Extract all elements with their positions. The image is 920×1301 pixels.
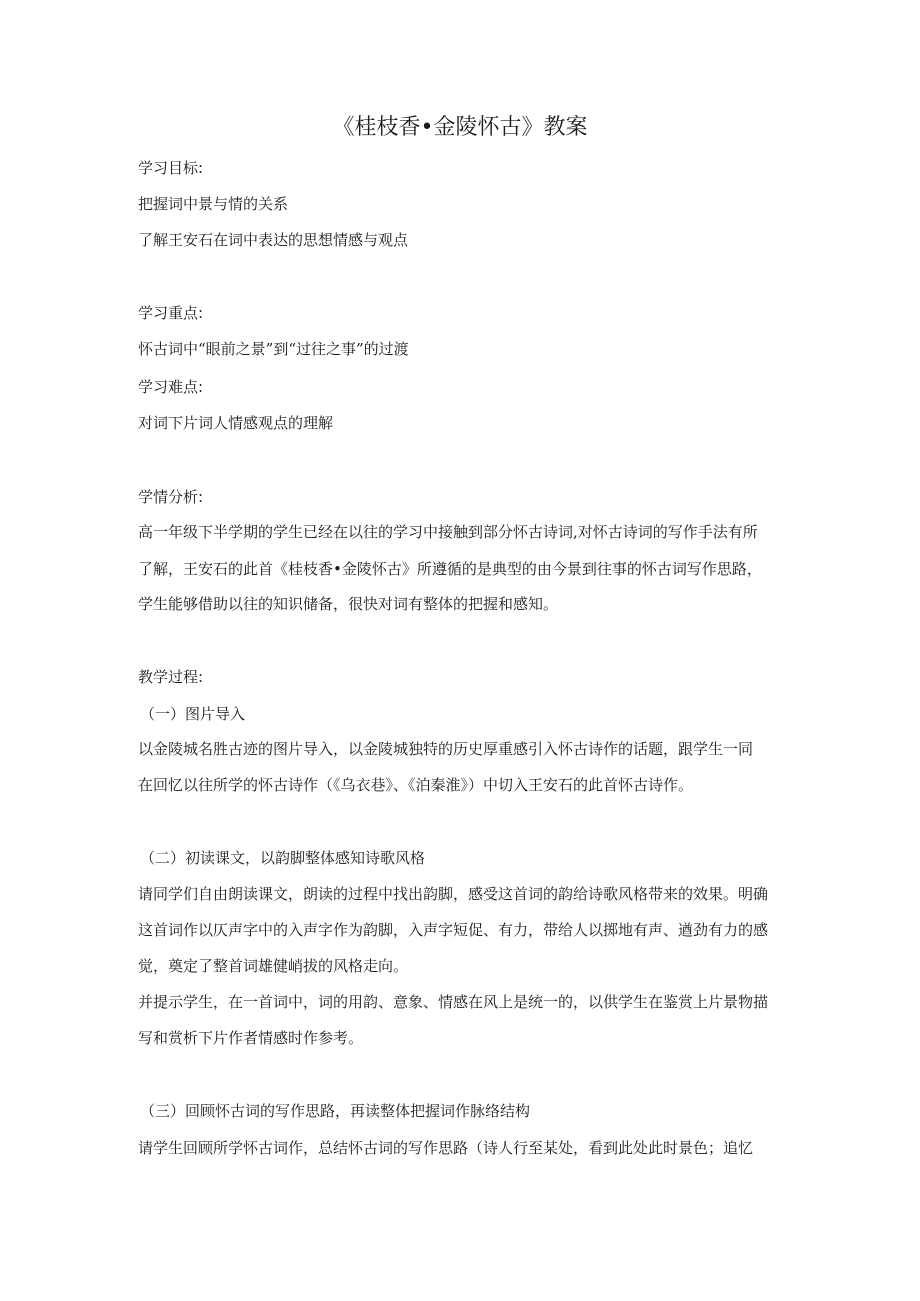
objective-item: 把握词中景与情的关系	[138, 195, 289, 213]
section-1-line: 在回忆以往所学的怀古诗作（《乌衣巷》、《泊秦淮》）中切入王安石的此首怀古诗作。	[138, 776, 694, 794]
analysis-line: 了解，王安石的此首《桂枝香•金陵怀古》所遵循的是典型的由今景到往事的怀古词写作思路，	[138, 560, 762, 578]
section-3-line: 请学生回顾所学怀古词作，总结怀古词的写作思路（诗人行至某处，看到此处此时景色；追忆	[138, 1139, 754, 1157]
section-2-line: 这首词作以仄声字中的入声字作为韵脚，入声字短促、有力，带给人以掷地有声、遒劲有力的感	[138, 921, 769, 939]
section-2-line: 请同学们自由朗读课文，朗读的过程中找出韵脚，感受这首词的韵给诗歌风格带来的效果。明确	[138, 885, 769, 903]
section-2-line: 并提示学生，在一首词中，词的用韵、意象、情感在风上是统一的，以供学生在鉴赏上片景物描	[138, 993, 769, 1011]
analysis-line: 高一年级下半学期的学生已经在以往的学习中接触到部分怀古诗词,对怀古诗词的写作手法有所	[138, 523, 758, 541]
section-1-line: 以金陵城名胜古迹的图片导入，以金陵城独特的历史厚重感引入怀古诗作的话题，跟学生一同	[138, 740, 754, 758]
analysis-heading: 学情分析:	[138, 488, 204, 506]
key-point-text: 怀古词中“眼前之景”到“过往之事”的过渡	[138, 340, 409, 358]
section-heading-1: （一）图片导入	[140, 705, 246, 723]
objectives-heading: 学习目标:	[138, 159, 204, 177]
section-heading-2: （二）初读课文，以韵脚整体感知诗歌风格	[140, 849, 426, 867]
difficulty-heading: 学习难点:	[138, 378, 204, 396]
document-title: 《桂枝香•金陵怀古》教案	[332, 115, 588, 140]
section-2-line: 写和赏析下片作者情感时作参考。	[138, 1029, 364, 1047]
section-heading-3: （三）回顾怀古词的写作思路，再读整体把握词作脉络结构	[140, 1102, 531, 1120]
section-2-line: 觉，奠定了整首词雄健峭拔的风格走向。	[138, 957, 409, 975]
analysis-line: 学生能够借助以往的知识储备，很快对词有整体的把握和感知。	[138, 595, 559, 613]
objective-item: 了解王安石在词中表达的思想情感与观点	[138, 231, 409, 249]
difficulty-text: 对词下片词人情感观点的理解	[138, 414, 334, 432]
process-heading: 教学过程:	[138, 668, 204, 686]
key-point-heading: 学习重点:	[138, 304, 204, 322]
